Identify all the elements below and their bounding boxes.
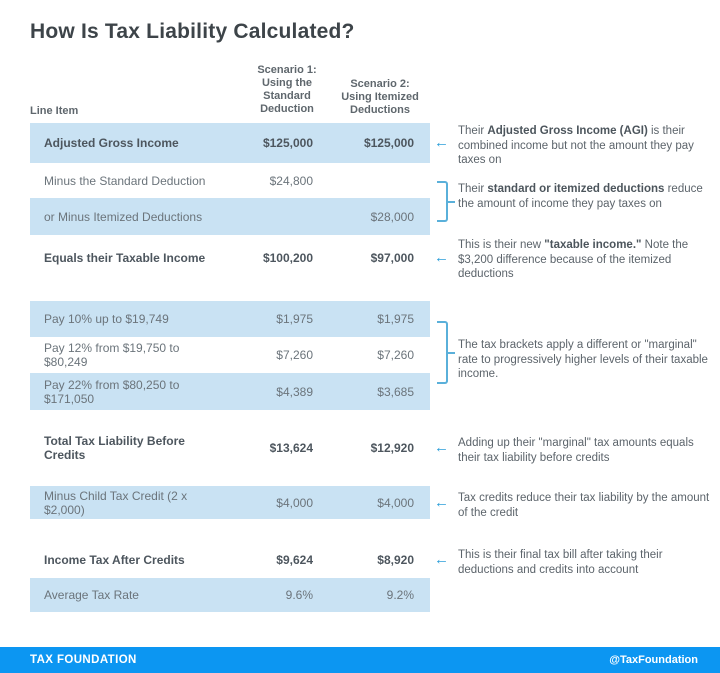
annotation-final-tax-bill: This is their final tax bill after taking their deductions and credits into account bbox=[458, 549, 663, 576]
footer-bar bbox=[0, 647, 720, 673]
scenario2-value: $4,000 bbox=[377, 495, 414, 510]
row-label: Average Tax Rate bbox=[44, 588, 139, 602]
column-header-scenario2 bbox=[325, 78, 435, 117]
table-row-bracket-22pct bbox=[30, 373, 430, 410]
left-arrow-icon: ← bbox=[434, 249, 449, 266]
left-arrow-icon: ← bbox=[434, 134, 449, 151]
column-header-line-item: Line Item bbox=[30, 105, 79, 117]
column-header-scenario2-line: Deductions bbox=[350, 104, 410, 116]
row-label: Income Tax After Credits bbox=[44, 553, 185, 567]
table-row-bracket-12pct bbox=[30, 337, 430, 373]
scenario2-value: 9.2% bbox=[386, 588, 414, 602]
bracket-tax-brackets bbox=[437, 321, 448, 384]
table-row-income-tax-after-credits bbox=[30, 543, 430, 577]
column-header-scenario1-line: Using the bbox=[261, 77, 313, 89]
table-row-total-liability bbox=[30, 430, 430, 466]
annotation-agi: Their Adjusted Gross Income (AGI) is their combined income but not the amount they pay taxes on bbox=[458, 125, 694, 166]
scenario2-value: $7,260 bbox=[377, 348, 414, 362]
scenario2-value: $125,000 bbox=[363, 136, 414, 150]
bracket-deductions bbox=[437, 181, 448, 222]
twitter-handle-link[interactable]: @TaxFoundation bbox=[609, 654, 698, 666]
scenario2-value: $3,685 bbox=[377, 384, 414, 399]
left-arrow-icon: ← bbox=[434, 494, 449, 511]
scenario1-value: $4,389 bbox=[276, 384, 313, 399]
table-row-standard-deduction bbox=[30, 163, 430, 198]
column-header-scenario1-line: Standard bbox=[263, 90, 311, 102]
scenario1-value: $13,624 bbox=[269, 441, 313, 455]
annotation-tax-credits: Tax credits reduce their tax liability by the amount of the credit bbox=[458, 492, 710, 519]
row-label: Pay 12% from $19,750 to $80,249 bbox=[44, 341, 180, 369]
page-title: How Is Tax Liability Calculated? bbox=[30, 20, 355, 43]
scenario1-value: $100,200 bbox=[262, 251, 313, 265]
row-label: or Minus Itemized Deductions bbox=[44, 209, 203, 224]
brand-logo-text: TAX FOUNDATION bbox=[30, 654, 137, 666]
row-label: Equals their Taxable Income bbox=[44, 251, 206, 265]
scenario2-value: $12,920 bbox=[370, 441, 414, 455]
row-label: Minus the Standard Deduction bbox=[44, 173, 206, 188]
table-row-average-tax-rate bbox=[30, 578, 430, 612]
scenario1-value: $24,800 bbox=[269, 173, 313, 188]
row-label: Pay 22% from $80,250 to $171,050 bbox=[44, 377, 180, 406]
table-row-bracket-10pct bbox=[30, 301, 430, 337]
scenario2-value: $1,975 bbox=[377, 312, 414, 326]
row-label: Adjusted Gross Income bbox=[44, 136, 179, 150]
scenario1-value: $1,975 bbox=[276, 312, 313, 326]
scenario2-value: $97,000 bbox=[370, 251, 414, 265]
left-arrow-icon: ← bbox=[434, 439, 449, 456]
row-label: Total Tax Liability Before Credits bbox=[44, 434, 185, 462]
scenario1-value: $9,624 bbox=[276, 553, 313, 567]
scenario1-value: $4,000 bbox=[276, 495, 313, 510]
scenario2-value: $8,920 bbox=[377, 553, 414, 567]
scenario1-value: $7,260 bbox=[276, 348, 313, 362]
scenario2-value: $28,000 bbox=[370, 209, 414, 224]
row-label: Minus Child Tax Credit (2 x $2,000) bbox=[44, 488, 188, 517]
table-row-itemized-deductions bbox=[30, 198, 430, 235]
table-row-taxable-income bbox=[30, 240, 430, 276]
row-label: Pay 10% up to $19,749 bbox=[44, 312, 169, 326]
scenario1-value: $125,000 bbox=[262, 136, 313, 150]
left-arrow-icon: ← bbox=[434, 551, 449, 568]
column-header-scenario1-line: Deduction bbox=[260, 103, 314, 115]
scenario1-value: 9.6% bbox=[285, 588, 313, 602]
column-header-scenario2-line: Using Itemized bbox=[341, 91, 419, 103]
table-row-adjusted-gross-income bbox=[30, 123, 430, 163]
table-row-child-tax-credit bbox=[30, 486, 430, 519]
column-header-scenario1-line: Scenario 1: bbox=[257, 64, 317, 76]
annotation-deductions: Their standard or itemized deductions reduce the amount of income they pay taxes on bbox=[458, 183, 703, 210]
column-header-scenario1 bbox=[237, 64, 337, 116]
annotation-taxable-income: This is their new "taxable income." Note the $3,200 difference because of the itemized deductions bbox=[458, 239, 689, 280]
annotation-marginal-rates: The tax brackets apply a different or "marginal" rate to progressively higher levels of their taxable income. bbox=[458, 339, 708, 380]
annotation-liability-before-credits: Adding up their "marginal" tax amounts equals their tax liability before credits bbox=[458, 437, 694, 464]
column-header-scenario2-line: Scenario 2: bbox=[350, 78, 410, 90]
